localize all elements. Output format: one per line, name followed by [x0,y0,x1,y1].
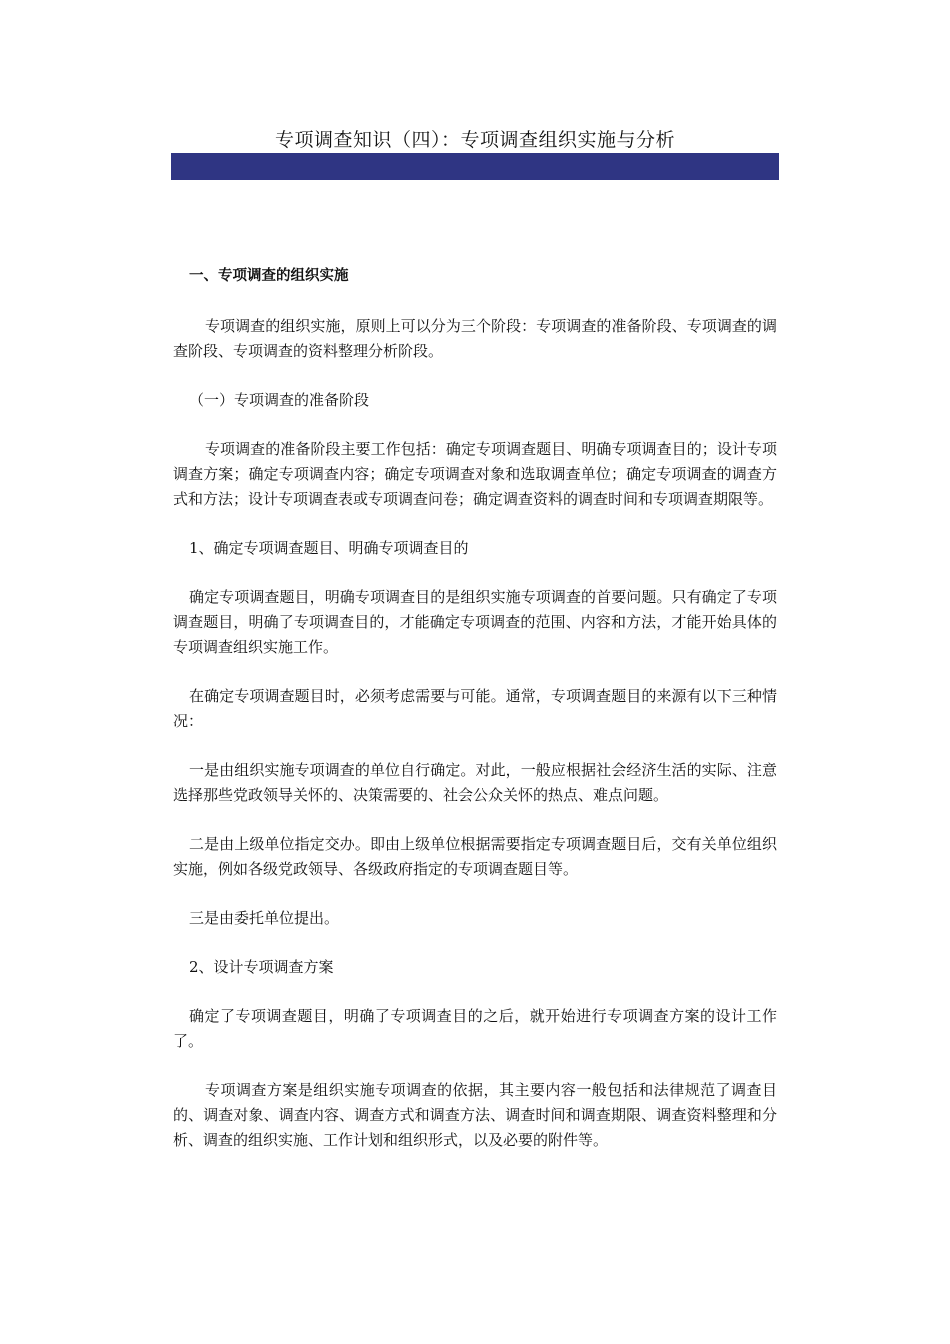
paragraph: 三是由委托单位提出。 [189,909,340,927]
paragraph: 一是由组织实施专项调查的单位自行确定。对此，一般应根据社会经济生活的实际、注意选择那些党政领导关怀的、决策需要的、社会公众关怀的热点、难点问题。 [173,761,777,804]
paragraph: 确定了专项调查题目，明确了专项调查目的之后，就开始进行专项调查方案的设计工作了。 [173,1007,777,1050]
paragraph: 专项调查的组织实施，原则上可以分为三个阶段：专项调查的准备阶段、专项调查的调查阶段、专项调查的资料整理分析阶段。 [173,317,777,360]
numbered-heading: 2、设计专项调查方案 [189,958,334,976]
paragraph: 专项调查方案是组织实施专项调查的依据，其主要内容一般包括和法律规范了调查目的、调查对象、调查内容、调查方式和调查方法、调查时间和调查期限、调查资料整理和分析、调查的组织实施、工作计划和组织形式，以及必要的附件等。 [173,1081,777,1149]
title-bar [171,153,779,180]
paragraph: 确定专项调查题目，明确专项调查目的是组织实施专项调查的首要问题。只有确定了专项调查题目，明确了专项调查目的，才能确定专项调查的范围、内容和方法，才能开始具体的专项调查组织实施工作。 [173,588,777,656]
subsection-heading: （一）专项调查的准备阶段 [189,391,370,409]
paragraph: 二是由上级单位指定交办。即由上级单位根据需要指定专项调查题目后，交有关单位组织实施，例如各级党政领导、各级政府指定的专项调查题目等。 [173,835,777,878]
document-body [173,264,777,1153]
document-title: 专项调查知识（四）：专项调查组织实施与分析 [274,129,675,151]
numbered-heading: 1、确定专项调查题目、明确专项调查目的 [189,539,469,557]
section-heading-1: 一、专项调查的组织实施 [189,268,349,284]
paragraph: 专项调查的准备阶段主要工作包括：确定专项调查题目、明确专项调查目的；设计专项调查方案；确定专项调查内容；确定专项调查对象和选取调查单位；确定专项调查的调查方式和方法；设计专项调查表或专项调查问卷；确定调查资料的调查时间和专项调查期限等。 [173,440,777,508]
paragraph: 在确定专项调查题目时，必须考虑需要与可能。通常，专项调查题目的来源有以下三种情况： [173,687,777,730]
